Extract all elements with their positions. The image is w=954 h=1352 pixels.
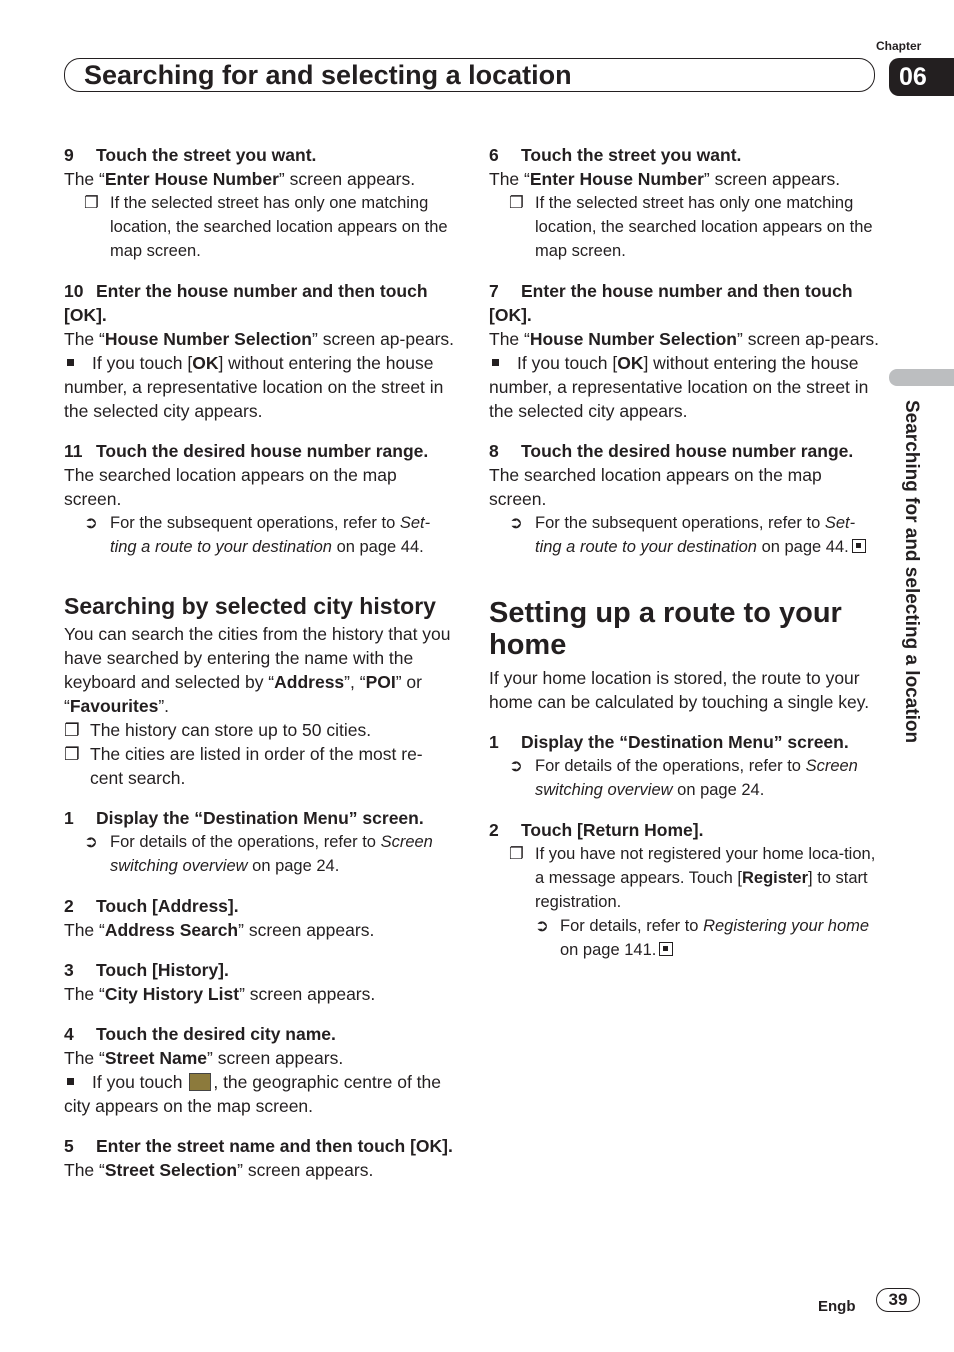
checkbox-note-icon: ❐ — [64, 744, 80, 764]
history-step-4-bullet: If you touch , the geographic centre of the city appears on the map screen. — [64, 1072, 441, 1116]
history-step-1: 1 Display the “Destination Menu” screen. — [64, 808, 424, 828]
square-bullet-icon — [492, 359, 499, 366]
step-10-bullet: If you touch [OK] without entering the house number, a representative location on the street in the selected city appears. — [64, 353, 444, 421]
checkbox-note-icon: ❐ — [509, 845, 524, 863]
route-home-intro: If your home location is stored, the route to your home can be calculated by touching a single key. — [489, 668, 870, 712]
step-11-reference: ➲ For the subsequent operations, refer to Set-ting a route to your destination on page 44. — [64, 511, 454, 559]
chapter-number-tab: 06 — [889, 58, 954, 96]
arrow-reference-icon: ➲ — [535, 917, 549, 935]
square-bullet-icon — [67, 1078, 74, 1085]
end-of-section-icon — [852, 539, 866, 553]
side-tab-marker — [889, 369, 954, 386]
chapter-label: Chapter — [876, 39, 922, 53]
step-6-note: ❐ If the selected street has only one matching location, the searched location appears on the map screen. — [489, 191, 879, 263]
arrow-reference-icon: ➲ — [509, 514, 523, 532]
language-code: Engb — [818, 1298, 856, 1315]
step-11: 11 Touch the desired house number range. — [64, 441, 429, 461]
city-history-note-2: ❐ The cities are listed in order of the most re-cent search. — [64, 744, 423, 788]
city-history-note-1: ❐ The history can store up to 50 cities. — [64, 720, 372, 740]
step-8: 8 Touch the desired house number range. — [489, 441, 854, 461]
checkbox-note-icon: ❐ — [64, 720, 80, 740]
section-heading-city-history: Searching by selected city history — [64, 593, 436, 619]
square-bullet-icon — [67, 359, 74, 366]
arrow-reference-icon: ➲ — [84, 514, 98, 532]
step-10: 10 Enter the house number and then touch [OK]. — [64, 281, 428, 325]
home-step-2-note: ❐ If you have not registered your home loca-tion, a message appears. Touch [Register] to start registration. — [489, 842, 879, 914]
history-step-2: 2 Touch [Address]. — [64, 896, 239, 916]
arrow-reference-icon: ➲ — [509, 757, 523, 775]
home-step-2-reference: ➲ For details, refer to Registering your home on page 141. — [489, 914, 879, 962]
map-center-icon — [189, 1073, 211, 1091]
history-step-1-reference: ➲ For details of the operations, refer to Screen switching overview on page 24. — [64, 830, 454, 878]
page-number: 39 — [876, 1288, 920, 1312]
step-10-body: The “House Number Selection” screen ap-pears. — [64, 329, 455, 349]
step-9: 9 Touch the street you want. — [64, 145, 317, 165]
history-step-4: 4 Touch the desired city name. — [64, 1024, 336, 1044]
right-column — [489, 143, 879, 962]
home-step-2: 2 Touch [Return Home]. — [489, 820, 704, 840]
step-9-note: ❐ If the selected street has only one matching location, the searched location appears on the map screen. — [64, 191, 454, 263]
section-heading-route-home: Setting up a route to your home — [489, 597, 842, 661]
arrow-reference-icon: ➲ — [84, 833, 98, 851]
step-7-bullet: If you touch [OK] without entering the house number, a representative location on the street in the selected city appears. — [489, 353, 869, 421]
checkbox-note-icon: ❐ — [509, 194, 524, 212]
history-step-3: 3 Touch [History]. — [64, 960, 229, 980]
history-step-4-body: The “Street Name” screen appears. — [64, 1048, 344, 1068]
step-9-body: The “Enter House Number” screen appears. — [64, 169, 416, 189]
step-7-body: The “House Number Selection” screen ap-pears. — [489, 329, 880, 349]
left-column — [64, 143, 454, 1182]
end-of-section-icon — [659, 942, 673, 956]
history-step-3-body: The “City History List” screen appears. — [64, 984, 376, 1004]
page-title: Searching for and selecting a location — [84, 60, 572, 90]
step-6-body: The “Enter House Number” screen appears. — [489, 169, 841, 189]
step-8-reference: ➲ For the subsequent operations, refer to Set-ting a route to your destination on page 44. — [489, 511, 879, 559]
side-tab-text: Searching for and selecting a location — [901, 400, 922, 744]
checkbox-note-icon: ❐ — [84, 194, 99, 212]
history-step-5-body: The “Street Selection” screen appears. — [64, 1160, 374, 1180]
step-6: 6 Touch the street you want. — [489, 145, 742, 165]
step-8-body: The searched location appears on the map screen. — [489, 465, 822, 509]
city-history-intro: You can search the cities from the history that you have searched by entering the name with the keyboard and selected by “Address”, “POI” or “Favourites”. — [64, 624, 451, 716]
history-step-2-body: The “Address Search” screen appears. — [64, 920, 375, 940]
step-11-body: The searched location appears on the map screen. — [64, 465, 397, 509]
home-step-1: 1 Display the “Destination Menu” screen. — [489, 732, 849, 752]
home-step-1-reference: ➲ For details of the operations, refer to Screen switching overview on page 24. — [489, 754, 879, 802]
step-7: 7 Enter the house number and then touch [OK]. — [489, 281, 853, 325]
history-step-5: 5 Enter the street name and then touch [OK]. — [64, 1136, 453, 1156]
